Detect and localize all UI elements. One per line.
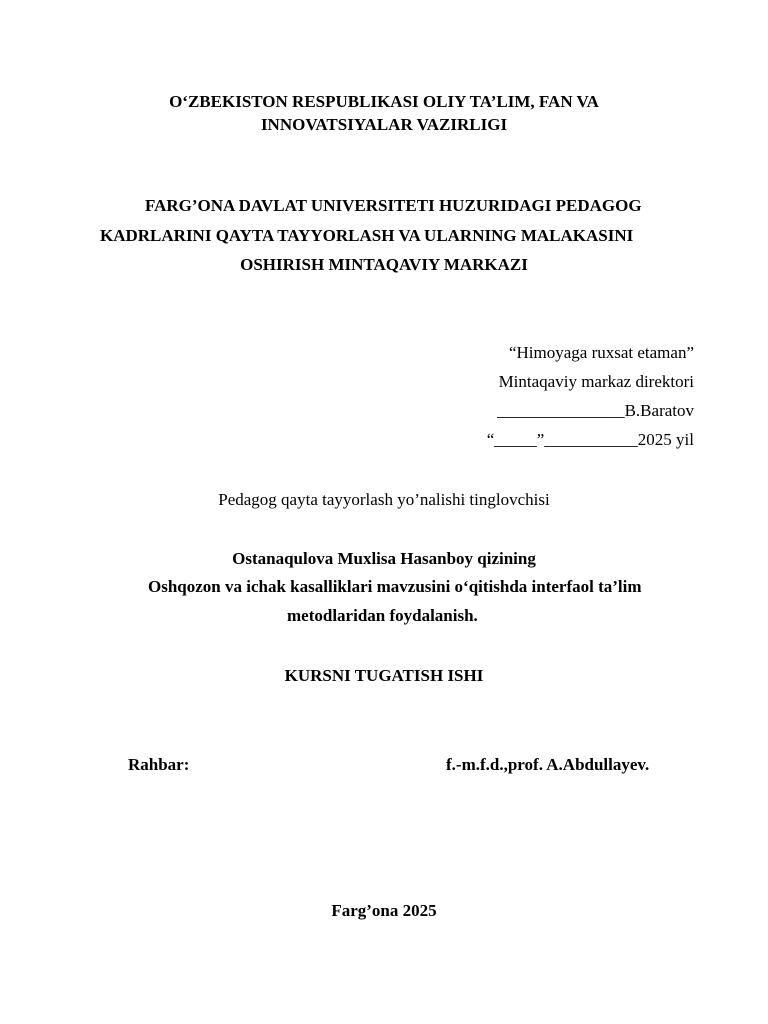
ministry-line-2: INNOVATSIYALAR VAZIRLIGI — [260, 115, 508, 134]
topic-line-1: Oshqozon va ichak kasalliklari mavzusini o‘qitishda interfaol ta’lim — [148, 577, 642, 596]
ministry-line-1: O‘ZBEKISTON RESPUBLIKASI OLIY TA’LIM, FAN VA — [169, 92, 599, 111]
topic-line-2: metodlaridan foydalanish. — [287, 606, 478, 625]
institution-line-2: KADRLARINI QAYTA TAYYORLASH VA ULARNING MALAKASINI — [100, 226, 634, 245]
footer-city-year: Farg’ona 2025 — [331, 901, 437, 920]
supervisor-label: Rahbar: — [128, 755, 190, 774]
approval-position: Mintaqaviy markaz direktori — [498, 372, 694, 391]
approval-signature: _______________B.Baratov — [497, 401, 694, 420]
institution-line-3: OSHIRISH MINTAQAVIY MARKAZI — [240, 255, 528, 274]
supervisor-name: f.-m.f.d.,prof. A.Abdullayev. — [446, 755, 650, 774]
approval-date: “_____”___________2025 yil — [486, 430, 694, 449]
listener-label: Pedagog qayta tayyorlash yo’nalishi tinglovchisi — [218, 490, 550, 509]
institution-line-1: FARG’ONA DAVLAT UNIVERSITETI HUZURIDAGI PEDAGOG — [145, 196, 642, 215]
author-name: Ostanaqulova Muxlisa Hasanboy qizining — [232, 549, 536, 568]
approval-quote: “Himoyaga ruxsat etaman” — [508, 343, 694, 362]
work-type: KURSNI TUGATISH ISHI — [284, 666, 484, 685]
